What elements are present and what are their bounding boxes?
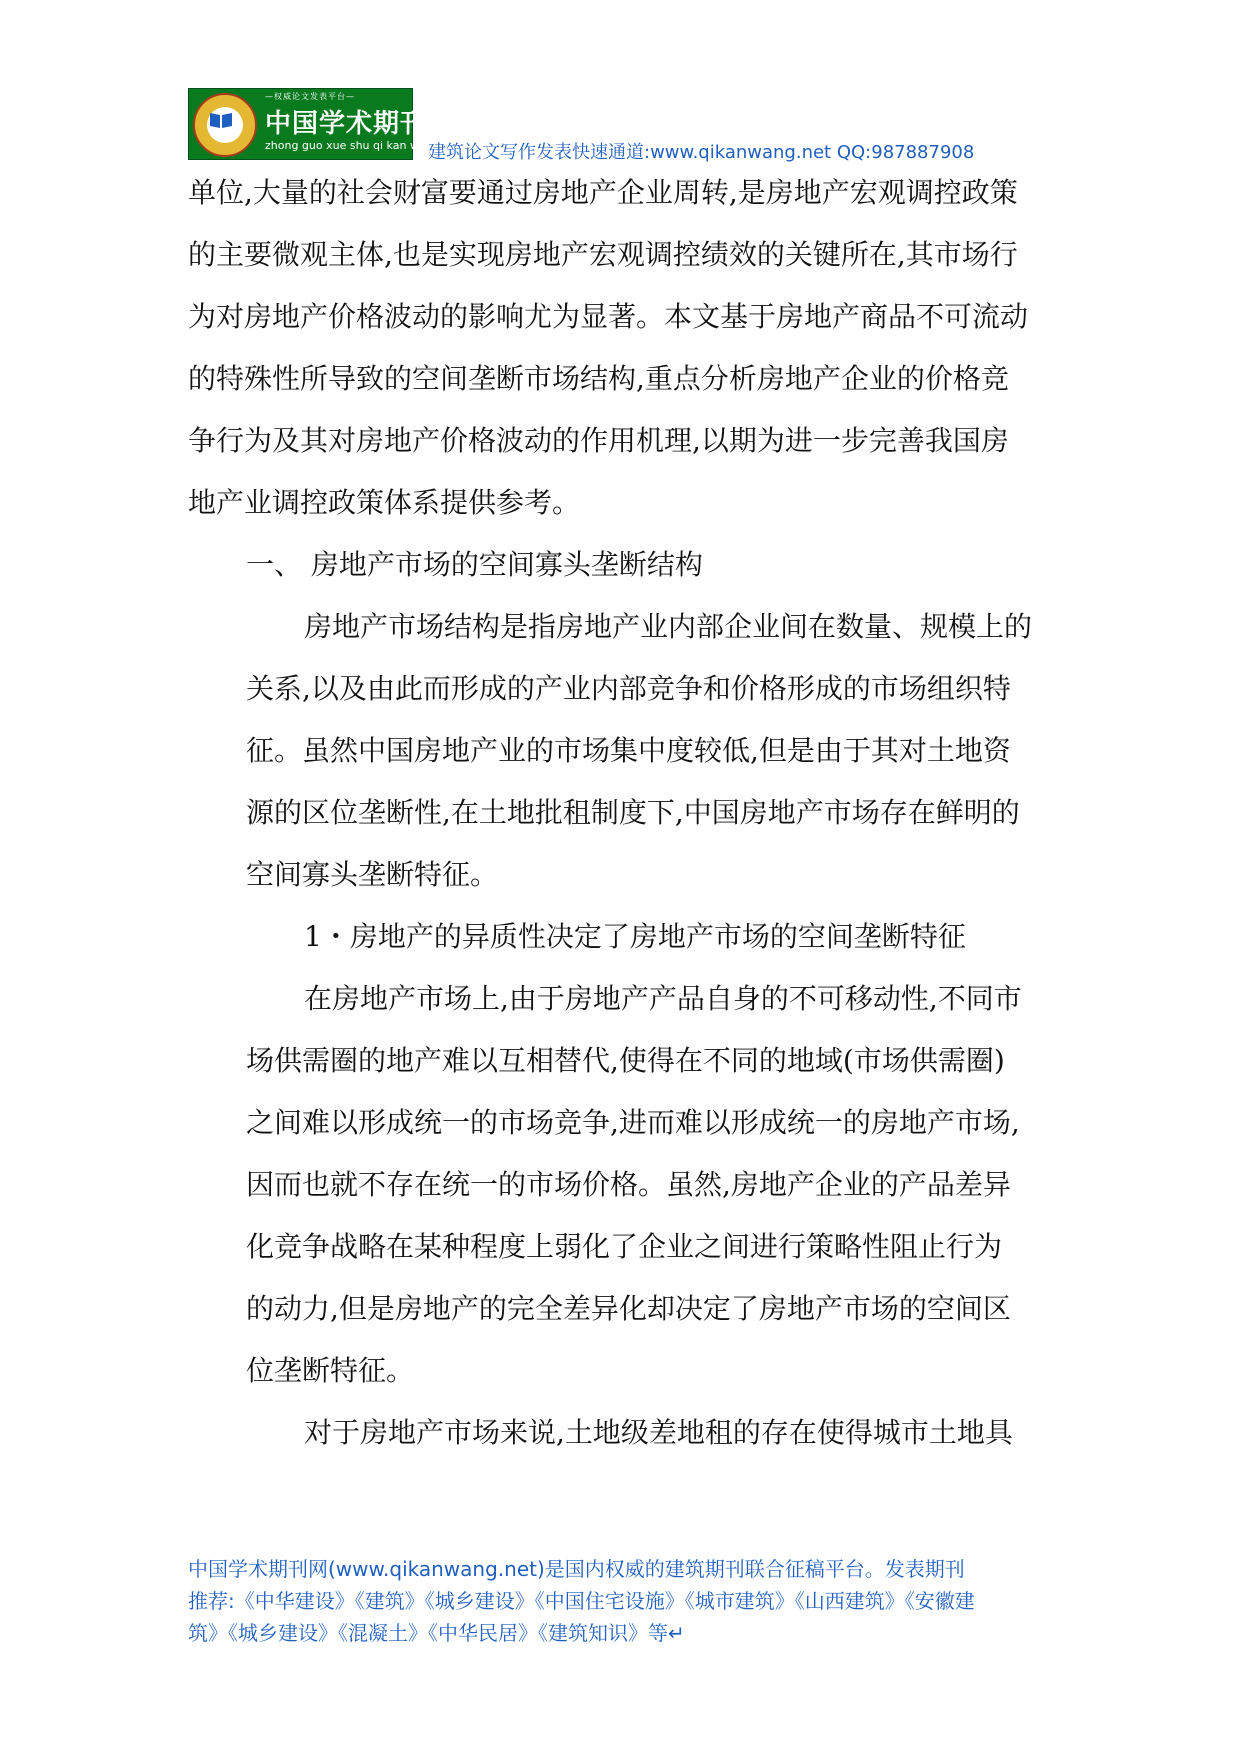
text-line: 因而也就不存在统一的市场价格。虽然,房地产企业的产品差异 [246, 1168, 1011, 1201]
book-icon [209, 111, 233, 129]
text-line: 的特殊性所导致的空间垄断市场结构,重点分析房地产企业的价格竞 [188, 362, 1009, 395]
footer-line-2: 推荐:《中华建设》《建筑》《城乡建设》《中国住宅设施》《城市建筑》《山西建筑》《安徽建 [188, 1589, 975, 1613]
footer-line-1[interactable]: 中国学术期刊网(www.qikanwang.net)是国内权威的建筑期刊联合征稿平台。发表期刊 [188, 1557, 965, 1581]
subsection-heading: 1・房地产的异质性决定了房地产市场的空间垄断特征 [304, 920, 966, 953]
text-line: 之间难以形成统一的市场竞争,进而难以形成统一的房地产市场, [246, 1106, 1020, 1139]
site-logo[interactable] [188, 88, 455, 160]
text-line: 空间寡头垄断特征。 [246, 858, 499, 891]
text-line: 场供需圈的地产难以互相替代,使得在不同的地域(市场供需圈) [246, 1044, 1005, 1077]
logo-pinyin: zhong guo xue shu qi kan wang [265, 139, 440, 152]
text-line: 征。虽然中国房地产业的市场集中度较低,但是由于其对土地资 [246, 734, 1011, 767]
text-line: 地产业调控政策体系提供参考。 [188, 486, 581, 519]
text-line: 位垄断特征。 [246, 1354, 415, 1387]
text-line: 的主要微观主体,也是实现房地产宏观调控绩效的关键所在,其市场行 [188, 238, 1018, 271]
text-line: 单位,大量的社会财富要通过房地产企业周转,是房地产宏观调控政策 [188, 176, 1018, 209]
header-submission-link[interactable]: 建筑论文写作发表快速通道:www.qikanwang.net QQ:987887908 [428, 142, 975, 163]
text-line: 关系,以及由此而形成的产业内部竞争和价格形成的市场组织特 [246, 672, 1011, 705]
page-footer [188, 1553, 1060, 1649]
document-body [188, 162, 1050, 1464]
text-line: 房地产市场结构是指房地产业内部企业间在数量、规模上的 [304, 610, 1033, 643]
text-line: 的动力,但是房地产的完全差异化却决定了房地产市场的空间区 [246, 1292, 1011, 1325]
text-line: 对于房地产市场来说,土地级差地租的存在使得城市土地具 [304, 1416, 1013, 1449]
logo-slogan: —权威论文发表平台— [265, 92, 355, 101]
footer-line-3: 筑》《城乡建设》《混凝土》《中华民居》《建筑知识》等↵ [188, 1621, 685, 1645]
text-line: 在房地产市场上,由于房地产产品自身的不可移动性,不同市 [304, 982, 1022, 1015]
text-line: 为对房地产价格波动的影响尤为显著。本文基于房地产商品不可流动 [188, 300, 1029, 333]
text-line: 争行为及其对房地产价格波动的作用机理,以期为进一步完善我国房 [188, 424, 1009, 457]
text-line: 源的区位垄断性,在土地批租制度下,中国房地产市场存在鲜明的 [246, 796, 1020, 829]
section-heading: 一、 房地产市场的空间寡头垄断结构 [246, 548, 703, 581]
logo-name: 中国学术期刊网 [265, 109, 455, 139]
page-header [188, 88, 1058, 163]
text-line: 化竞争战略在某种程度上弱化了企业之间进行策略性阻止行为 [246, 1230, 1003, 1263]
